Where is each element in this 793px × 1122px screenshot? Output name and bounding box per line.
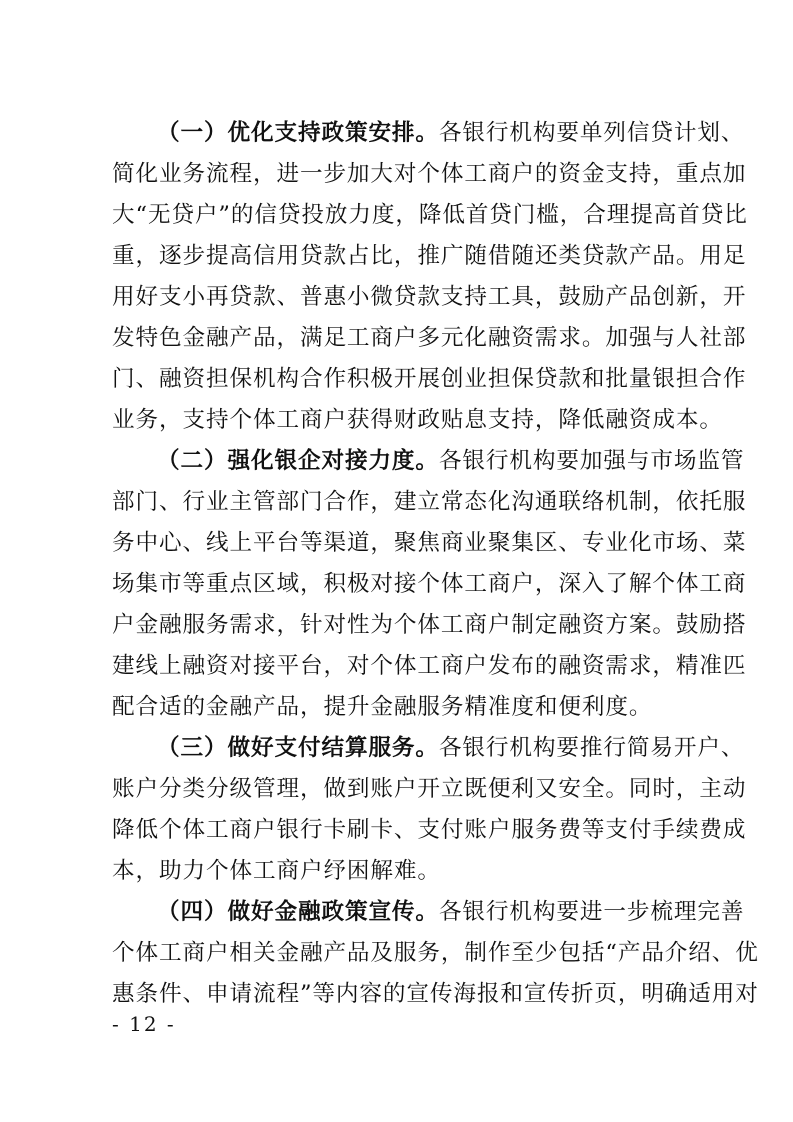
paragraph-1-line-6: 发特色金融产品，满足工商户多元化融资需求。加强与人社部: [112, 325, 747, 351]
paragraph-3-line-3: 降低个体工商户银行卡刷卡、支付账户服务费等支付手续费成: [112, 817, 747, 843]
paragraph-1-line-5: 用好支小再贷款、普惠小微贷款支持工具，鼓励产品创新，开: [112, 284, 747, 310]
paragraph-1-line-4: 重，逐步提高信用贷款占比，推广随借随还类贷款产品。用足: [112, 243, 747, 269]
paragraph-3-line-2: 账户分类分级管理，做到账户开立既便利又安全。同时，主动: [112, 776, 747, 802]
paragraph-2-text: 各银行机构要加强与市场监管: [438, 448, 745, 474]
paragraph-4-line-2: 个体工商户相关金融产品及服务，制作至少包括“产品介绍、优: [112, 940, 759, 966]
paragraph-3-text: 各银行机构要推行简易开户、: [438, 735, 745, 761]
paragraph-1-text: 各银行机构要单列信贷计划、: [438, 120, 745, 146]
paragraph-4-line-3: 惠条件、申请流程”等内容的宣传海报和宣传折页，明确适用对: [112, 981, 759, 1007]
paragraph-3-heading: （三）做好支付结算服务。: [157, 735, 439, 761]
paragraph-2-line-4: 场集市等重点区域，积极对接个体工商户，深入了解个体工商: [112, 571, 747, 597]
paragraph-2-line-7: 配合适的金融产品，提升金融服务精准度和便利度。: [112, 694, 653, 720]
paragraph-4-text: 各银行机构要进一步梳理完善: [438, 899, 745, 925]
paragraph-2-line-2: 部门、行业主管部门合作，建立常态化沟通联络机制，依托服: [112, 489, 747, 515]
paragraph-1-line-7: 门、融资担保机构合作积极开展创业担保贷款和批量银担合作: [112, 366, 747, 392]
paragraph-2-line-3: 务中心、线上平台等渠道，聚焦商业聚集区、专业化市场、菜: [112, 530, 747, 556]
paragraph-1-line-2: 简化业务流程，进一步加大对个体工商户的资金支持，重点加: [112, 161, 747, 187]
paragraph-4-line-1: [157, 891, 745, 933]
paragraph-2-line-6: 建线上融资对接平台，对个体工商户发布的融资需求，精准匹: [112, 653, 747, 679]
paragraph-1-line-1: [157, 112, 745, 154]
paragraph-1-line-3: 大“无贷户”的信贷投放力度，降低首贷门槛，合理提高首贷比: [112, 202, 748, 228]
paragraph-1-line-8: 业务，支持个体工商户获得财政贴息支持，降低融资成本。: [112, 407, 723, 433]
paragraph-3-line-1: [157, 727, 745, 769]
page-number: - 12 -: [112, 1012, 176, 1036]
paragraph-1-heading: （一）优化支持政策安排。: [157, 120, 439, 146]
paragraph-2-line-1: [157, 440, 745, 482]
paragraph-4-heading: （四）做好金融政策宣传。: [157, 899, 439, 925]
paragraph-2-line-5: 户金融服务需求，针对性为个体工商户制定融资方案。鼓励搭: [112, 612, 747, 638]
paragraph-2-heading: （二）强化银企对接力度。: [157, 448, 439, 474]
paragraph-3-line-4: 本，助力个体工商户纾困解难。: [112, 858, 441, 884]
